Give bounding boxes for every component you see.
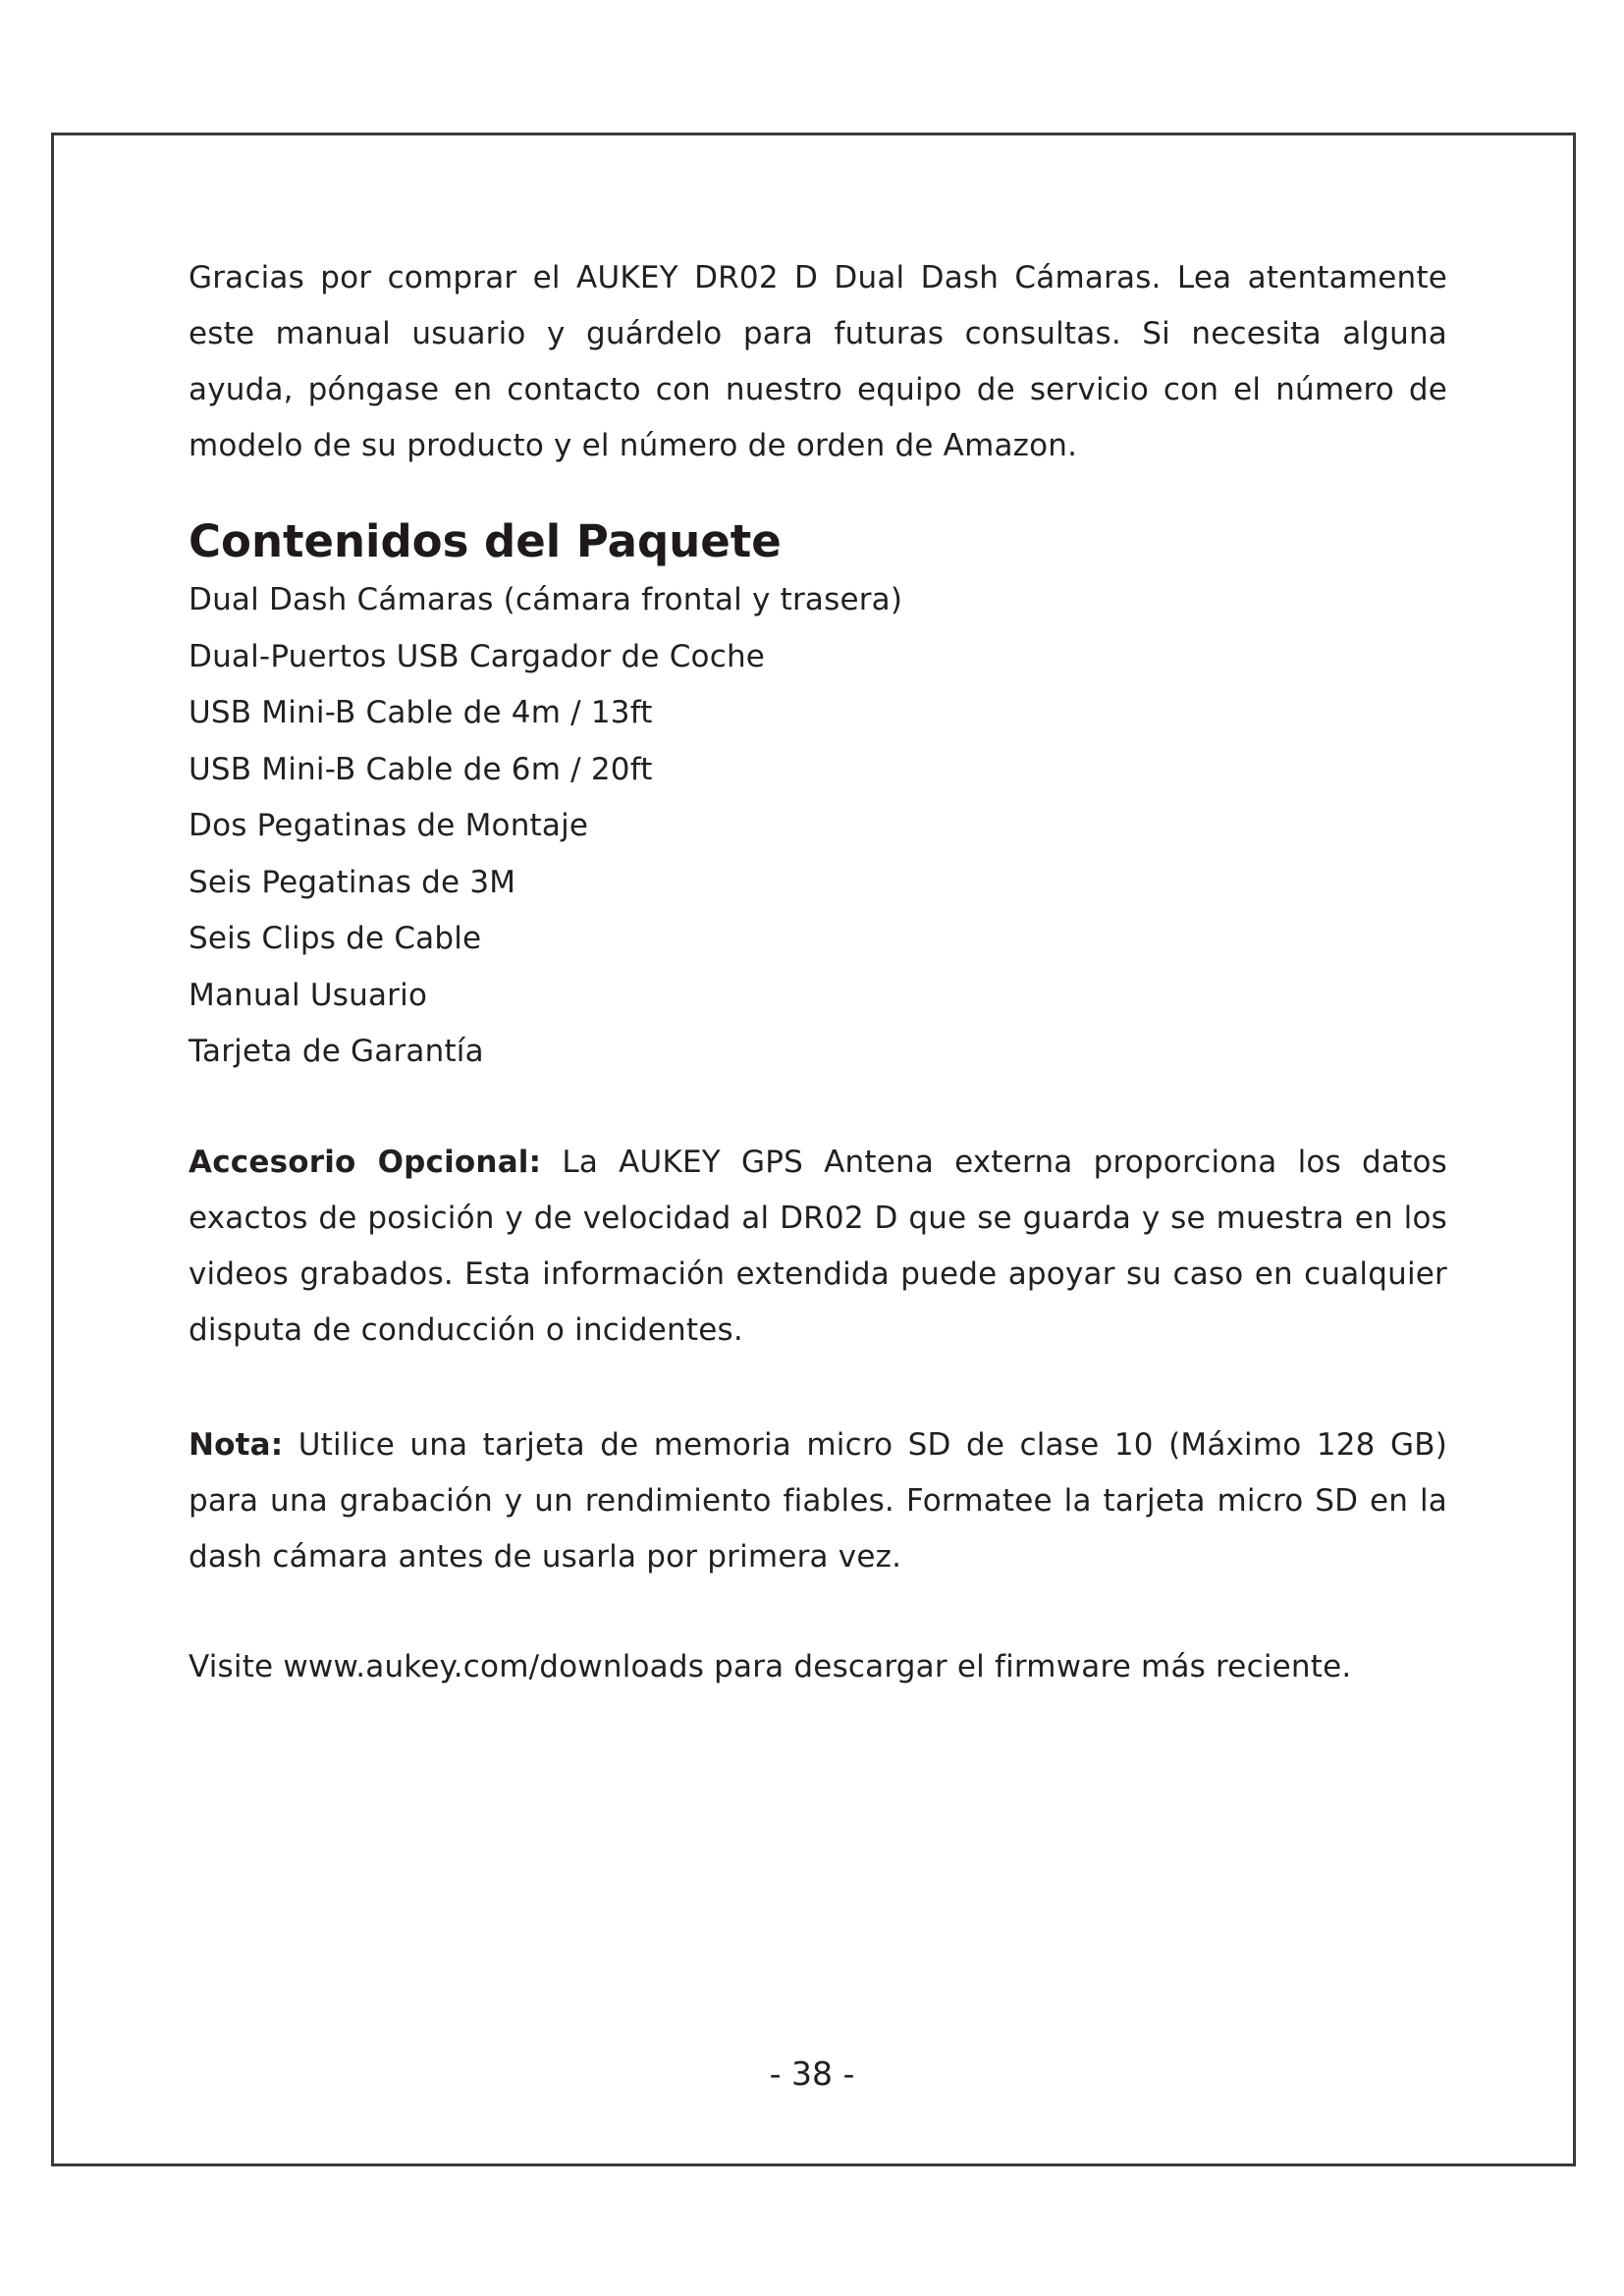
page-content <box>189 250 1447 1695</box>
package-contents-list <box>189 572 1447 1081</box>
intro-paragraph: Gracias por comprar el AUKEY DR02 D Dual Dash Cámaras. Lea atentamente este manual usuario y guárdelo para futuras consultas. Si necesita alguna ayuda, póngase en contacto con nuestro equipo de servicio con el número de modelo de su producto y el número de orden de Amazon. <box>189 260 1447 463</box>
package-contents-heading: Contenidos del Paquete <box>189 515 782 567</box>
list-item: Dual Dash Cámaras (cámara frontal y trasera) <box>189 582 903 617</box>
note-text: Utilice una tarjeta de memoria micro SD de clase 10 (Máximo 128 GB) para una grabación y un rendimiento fiables. Formatee la tarjeta micro SD en la dash cámara antes de usarla por primera vez. <box>189 1426 1447 1575</box>
note-paragraph <box>189 1417 1447 1585</box>
optional-accessory-label: Accesorio Opcional: <box>189 1144 542 1180</box>
list-item: Seis Clips de Cable <box>189 921 482 956</box>
optional-accessory-paragraph <box>189 1135 1447 1359</box>
list-item: USB Mini-B Cable de 4m / 13ft <box>189 695 653 730</box>
list-item: USB Mini-B Cable de 6m / 20ft <box>189 751 653 787</box>
firmware-paragraph: Visite www.aukey.com/downloads para descargar el firmware más reciente. <box>189 1648 1352 1684</box>
list-item: Tarjeta de Garantía <box>189 1034 484 1069</box>
list-item: Dos Pegatinas de Montaje <box>189 808 589 843</box>
page-number: - 38 - <box>769 2055 855 2093</box>
list-item: Dual-Puertos USB Cargador de Coche <box>189 638 766 674</box>
list-item: Seis Pegatinas de 3M <box>189 864 516 900</box>
optional-accessory-text: La AUKEY GPS Antena externa proporciona los datos exactos de posición y de velocidad al DR02 D que se guarda y se muestra en los videos grabados. Esta información extendida puede apoyar su caso en cualquier disputa de conducción o incidentes. <box>189 1144 1447 1348</box>
note-label: Nota: <box>189 1426 284 1463</box>
list-item: Manual Usuario <box>189 977 428 1013</box>
